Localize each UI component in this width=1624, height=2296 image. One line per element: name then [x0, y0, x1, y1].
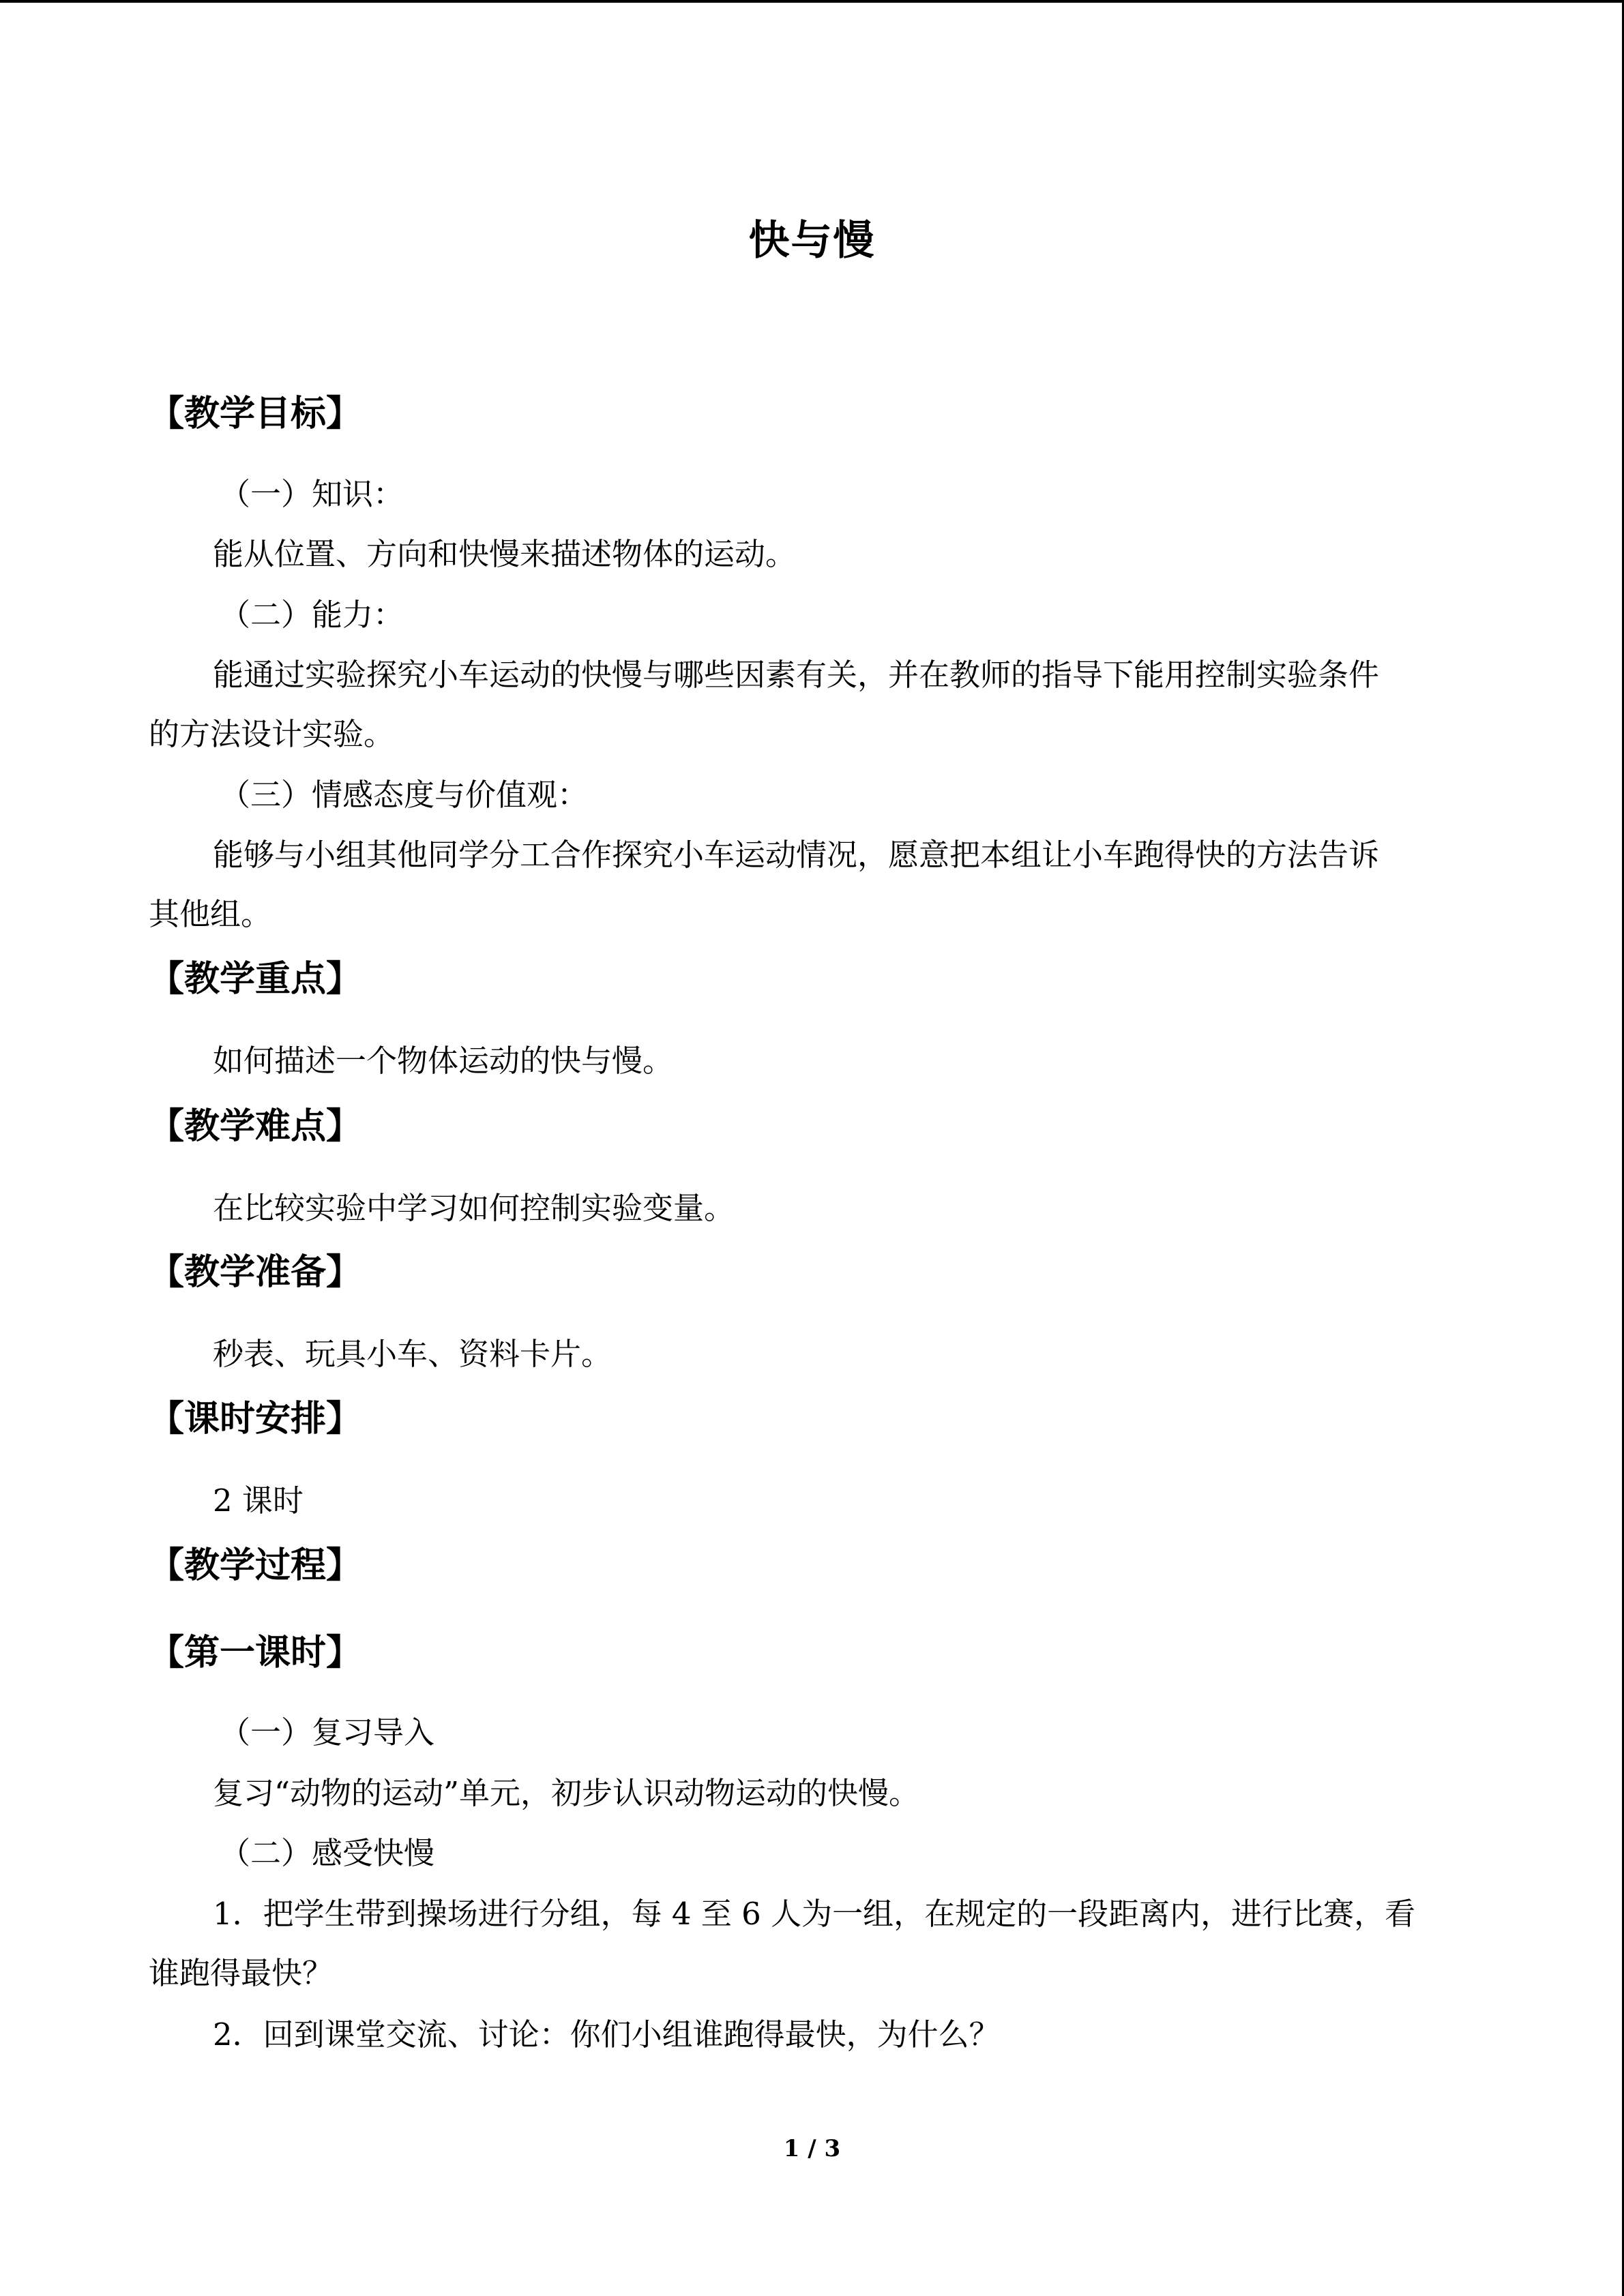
key-points-text: 如何描述一个物体运动的快与慢。: [213, 1043, 674, 1079]
schedule-heading: 【课时安排】: [149, 1398, 362, 1440]
review-text: 复习“动物的运动”单元，初步认识动物运动的快慢。: [213, 1775, 920, 1811]
ability-text-line1: 能通过实验探究小车运动的快慢与哪些因素有关，并在教师的指导下能用控制实验条件: [213, 657, 1380, 693]
schedule-text: 2 课时: [213, 1482, 304, 1519]
attitude-label: （三）情感态度与价值观：: [220, 777, 589, 813]
review-label: （一）复习导入: [220, 1714, 435, 1750]
knowledge-text: 能从位置、方向和快慢来描述物体的运动。: [213, 536, 797, 572]
page-top-border: [0, 0, 1624, 3]
feel-label: （二）感受快慢: [220, 1835, 435, 1871]
preparation-text: 秒表、玩具小车、资料卡片。: [213, 1336, 612, 1372]
knowledge-label: （一）知识：: [220, 476, 404, 512]
preparation-heading: 【教学准备】: [149, 1251, 362, 1293]
step1-line2: 谁跑得最快？: [149, 1955, 334, 1991]
objectives-heading: 【教学目标】: [149, 393, 362, 434]
difficulties-heading: 【教学难点】: [149, 1105, 362, 1147]
first-lesson-heading: 【第一课时】: [149, 1632, 362, 1673]
attitude-text-line2: 其他组。: [149, 896, 272, 932]
attitude-text-line1: 能够与小组其他同学分工合作探究小车运动情况，愿意把本组让小车跑得快的方法告诉: [213, 837, 1380, 873]
key-points-heading: 【教学重点】: [149, 958, 362, 1000]
page-number: 1 / 3: [783, 2135, 841, 2162]
difficulties-text: 在比较实验中学习如何控制实验变量。: [213, 1190, 735, 1226]
page-title: 快与慢: [748, 217, 876, 265]
ability-text-line2: 的方法设计实验。: [149, 716, 395, 752]
step1-line1: 1．把学生带到操场进行分组，每 4 至 6 人为一组，在规定的一段距离内，进行比赛，看: [213, 1896, 1416, 1932]
ability-label: （二）能力：: [220, 597, 404, 633]
step2: 2．回到课堂交流、讨论：你们小组谁跑得最快，为什么？: [213, 2016, 1000, 2053]
process-heading: 【教学过程】: [149, 1545, 362, 1586]
